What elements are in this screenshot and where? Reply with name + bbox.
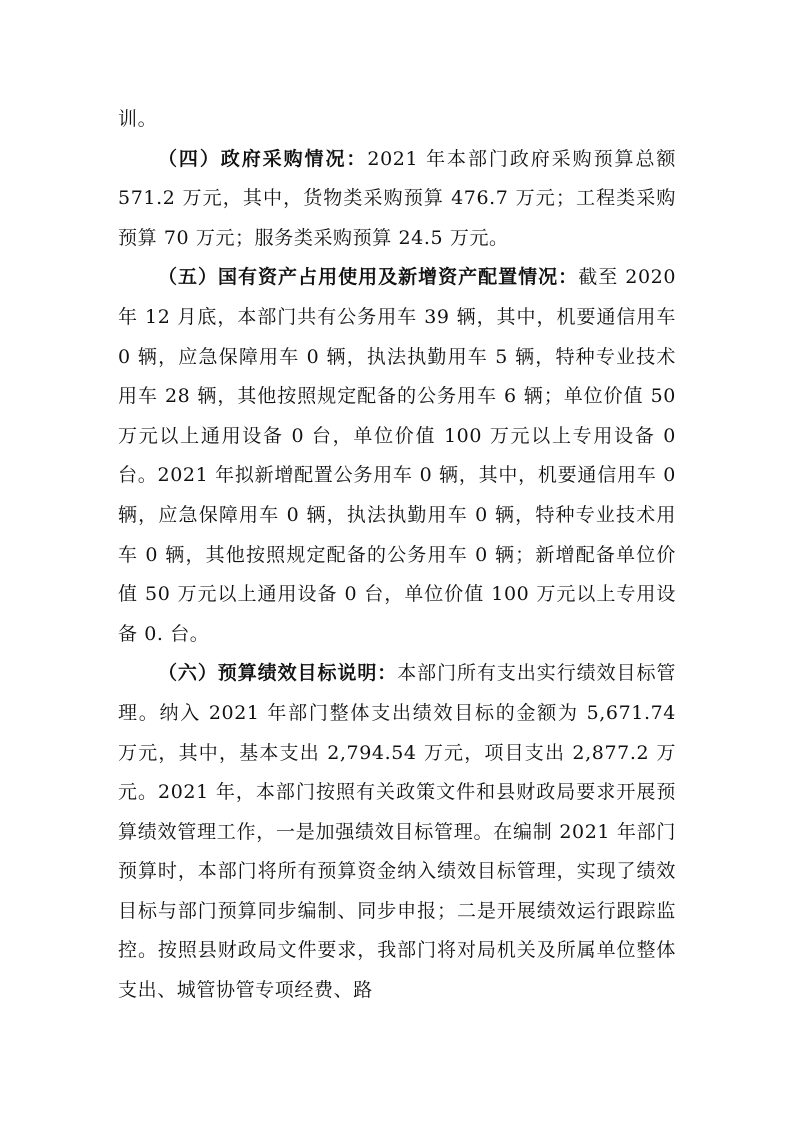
paragraph-text: 2021 年本部门政府采购预算总额 571.2 万元，其中，货物类采购预算 476.7 万元；工程类采购预算 70 万元；服务类采购预算 24.5 万元。 [118,147,676,249]
section-heading-procurement: （四）政府采购情况： [158,147,368,170]
paragraph-text: 训。 [118,108,158,130]
paragraph-government-procurement [118,140,676,259]
section-heading-performance: （六）预算绩效目标说明： [158,662,398,685]
paragraph-text: 本部门所有支出实行绩效目标管理。纳入 2021 年部门整体支出绩效目标的金额为 5,671.74 万元，其中，基本支出 2,794.54 万元，项目支出 2,877.2 万元。2021 年，本部门按照有关政策文件和县财政局要求开展预算绩效管理工作，一是加强绩效目标管理。在编制 2021 年部门预算时，本部门将所有预算资金纳入绩效目标管理，实现了绩效目标与部门预算同步编制、同步申报；二是开展绩效运行跟踪监控。按照县财政局文件要求，我部门将对局机关及所属单位整体支出、城管协管专项经费、路 [118,662,676,1002]
paragraph-state-assets [118,258,676,654]
paragraph-text: 截至 2020 年 12 月底，本部门共有公务用车 39 辆，其中，机要通信用车 0 辆，应急保障用车 0 辆，执法执勤用车 5 辆，特种专业技术用车 28 辆，其他按照规定配备的公务用车 6 辆；单位价值 50 万元以上通用设备 0 台，单位价值 100 万元以上专用设备 0 台。2021 年拟新增配置公务用车 0 辆，其中，机要通信用车 0 辆，应急保障用车 0 辆，执法执勤用车 0 辆，特种专业技术用车 0 辆，其他按照规定配备的公务用车 0 辆；新增配备单位价值 50 万元以上通用设备 0 台，单位价值 100 万元以上专用设备 0. 台。 [118,266,677,645]
document-body [118,100,676,1011]
paragraph-training-tail [118,100,676,140]
section-heading-assets: （五）国有资产占用使用及新增资产配置情况： [158,266,579,289]
paragraph-performance-targets [118,654,676,1010]
